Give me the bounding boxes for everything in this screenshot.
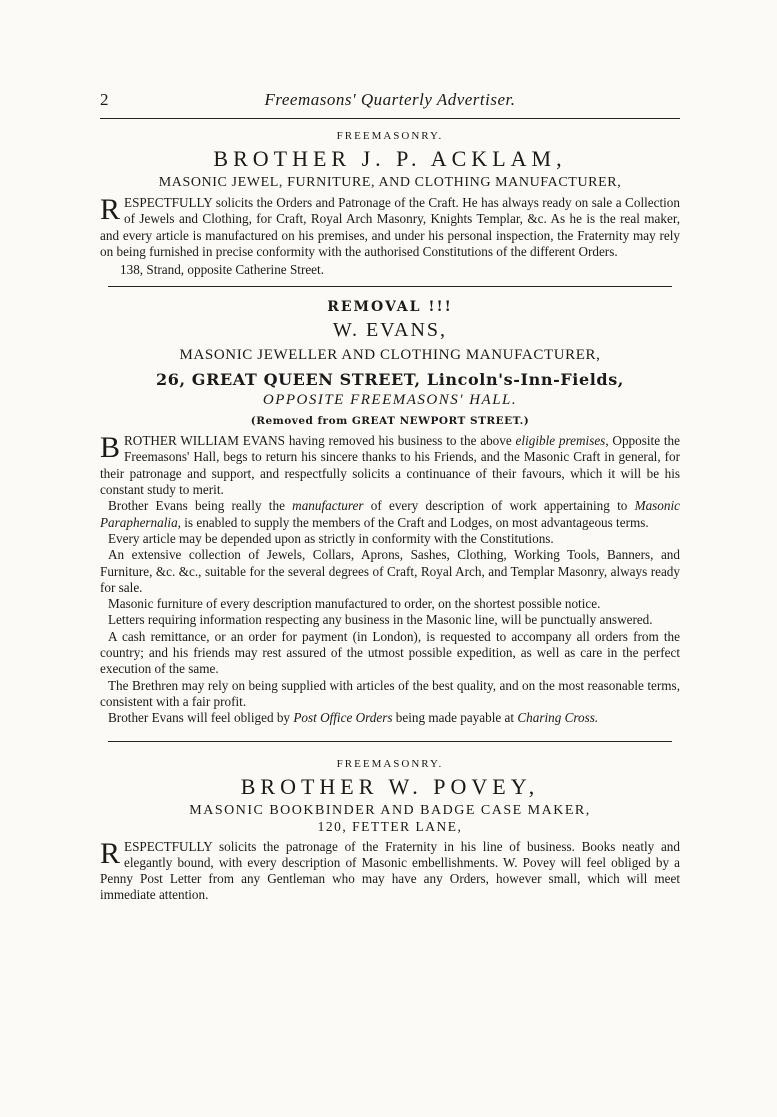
text: Brother Evans being really the: [108, 498, 293, 514]
ad-address-line: 26, GREAT QUEEN STREET, Lincoln's-Inn-Fields,: [156, 370, 624, 390]
text-italic: Charing Cross.: [517, 710, 599, 726]
ad-address: 120, FETTER LANE,: [317, 818, 463, 834]
ad-paragraph: [100, 710, 680, 726]
ad-subtitle: MASONIC JEWELLER AND CLOTHING MANUFACTURER,: [179, 347, 601, 364]
advert-povey: [100, 758, 680, 904]
text-italic: Post Office Orders: [293, 710, 393, 726]
advert-evans: [100, 299, 680, 726]
section-rule: [108, 286, 672, 287]
ad-kicker: REMOVAL !!!: [327, 299, 453, 316]
drop-cap: B: [100, 431, 121, 465]
ad-kicker: FREEMASONRY.: [336, 757, 444, 770]
ad-name: BROTHER J. P. ACKLAM,: [213, 146, 567, 171]
text: is enabled to supply the members of the Craft and Lodges, on most advantageous terms.: [180, 514, 649, 530]
ad-kicker: FREEMASONRY.: [336, 130, 444, 142]
ad-paragraph: A cash remittance, or an order for payment (in London), is requested to accompany all orders from the country; and his friends may rest assured of the utmost possible expedition, as well as care in the perfect execution of the same.: [100, 628, 680, 677]
page: [100, 90, 680, 904]
ad-paragraph: An extensive collection of Jewels, Collars, Aprons, Sashes, Clothing, Working Tools, Banners, and Furniture, &c. &c., suitable for the several degrees of Craft, Royal Arch, and Templar Masonry, always ready for sale.: [100, 547, 680, 595]
text: , Opposite the Freemasons' Hall, begs to return his sincere thanks to his Friends, and the Masonic Craft in general, for their patronage and support, and respectfully solicits a continuance of their favours, which it will be his constant study to merit.: [100, 433, 680, 498]
text: being made payable at: [392, 710, 518, 726]
ad-body: [100, 195, 680, 260]
ad-paragraph: [100, 498, 680, 531]
ad-body: [100, 836, 680, 904]
page-number: 2: [100, 90, 109, 109]
ad-opposite: OPPOSITE FREEMASONS' HALL.: [262, 392, 518, 409]
running-header: [100, 90, 680, 114]
header-rule: [100, 118, 680, 119]
ad-name: BROTHER W. POVEY,: [240, 773, 540, 799]
text-italic: Masonic Paraphernalia,: [100, 498, 680, 530]
text: Brother Evans will feel obliged by: [108, 710, 294, 726]
ad-paragraph: Every article may be depended upon as strictly in conformity with the Constitutions.: [108, 530, 554, 546]
ad-subtitle: MASONIC JEWEL, FURNITURE, AND CLOTHING MANUFACTURER,: [158, 175, 622, 190]
drop-cap: R: [100, 193, 121, 226]
ad-name: W. EVANS,: [332, 319, 448, 342]
section-rule: [108, 741, 672, 742]
ad-paragraph: Letters requiring information respecting any business in the Masonic line, will be punctually answered.: [108, 612, 653, 628]
text: ROTHER WILLIAM EVANS having removed his business to the above: [124, 433, 516, 449]
ad-removed-note: (Removed from GREAT NEWPORT STREET.): [250, 415, 530, 428]
ad-paragraph: The Brethren may rely on being supplied with articles of the best quality, and on the most reasonable terms, consistent with a fair profit.: [100, 677, 680, 709]
text-italic: manufacturer: [292, 498, 364, 514]
ad-paragraph: [100, 433, 680, 498]
text: of every description of work appertaining to: [363, 498, 635, 514]
advert-acklam: [100, 130, 680, 278]
ad-address: 138, Strand, opposite Catherine Street.: [120, 262, 325, 278]
ad-body-text: ESPECTFULLY solicits the Orders and Patronage of the Craft. He has always ready on sale a Collection of Jewels and Clothing, for Craft, Royal Arch Masonry, Knights Templar, &c. As he is the real maker, and every article is manufactured on his premises, and under his personal inspection, the Fraternity may rely on being furnished in precise conformity with the authorised Constitutions of the different Orders.: [100, 195, 680, 259]
ad-subtitle: MASONIC BOOKBINDER AND BADGE CASE MAKER,: [189, 802, 591, 818]
ad-body-text: ESPECTFULLY solicits the patronage of the Fraternity in his line of business. Books neatly and elegantly bound, with every description of Masonic embellishments. W. Povey will feel obliged by a Penny Post Letter from any Gentleman who may have any Orders, however small, which will meet immediate attention.: [100, 838, 680, 903]
running-title: Freemasons' Quarterly Advertiser.: [264, 90, 516, 109]
ad-paragraph: Masonic furniture of every description manufactured to order, on the shortest possible notice.: [108, 596, 601, 612]
drop-cap: R: [100, 836, 121, 870]
text-italic: eligible premises: [515, 433, 606, 449]
